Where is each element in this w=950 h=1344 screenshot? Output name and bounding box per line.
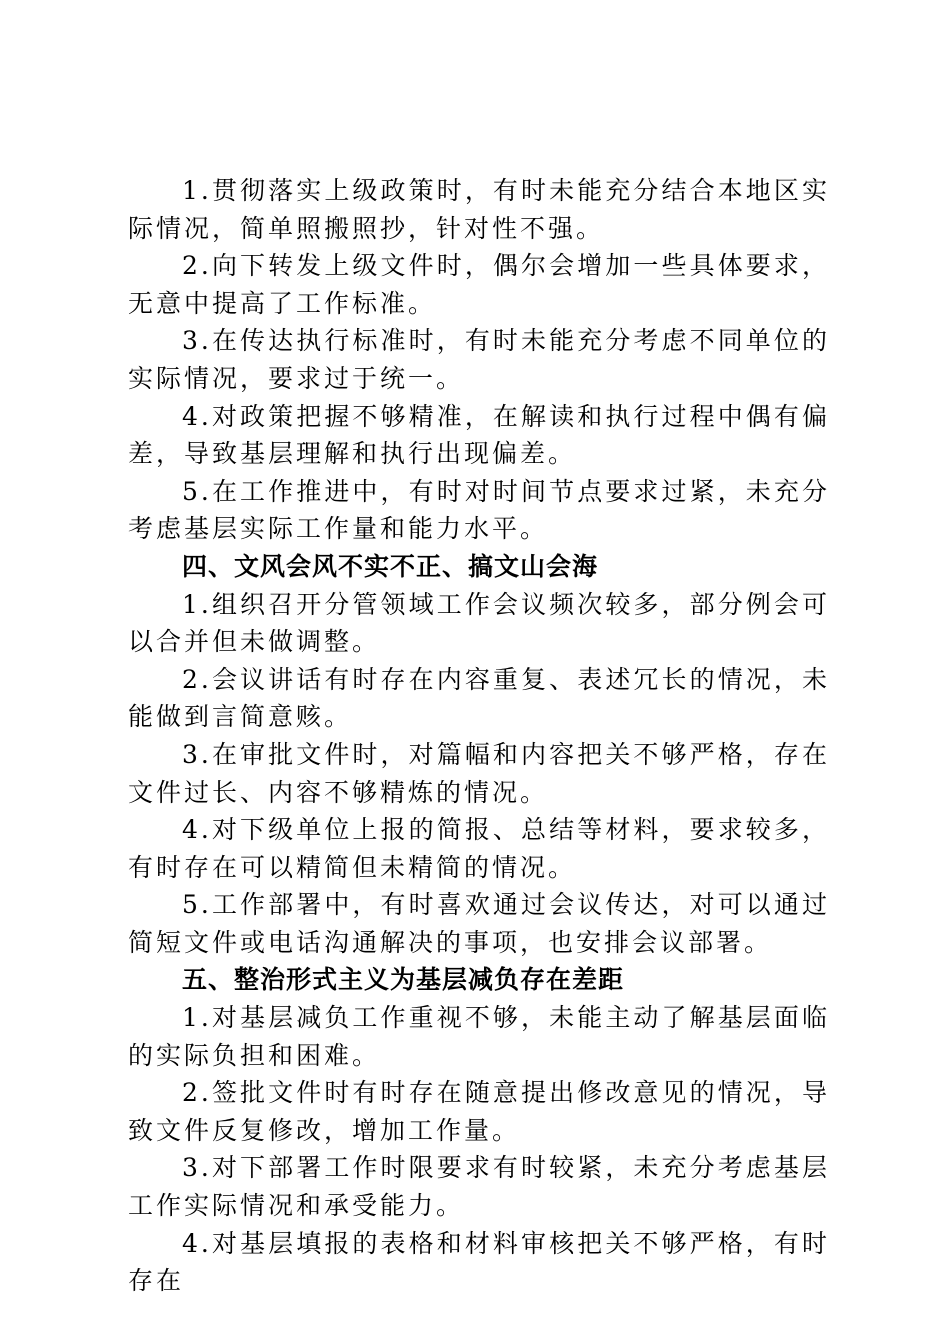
list-item: 1.贯彻落实上级政策时，有时未能充分结合本地区实际情况，简单照搬照抄，针对性不强。 xyxy=(128,176,830,243)
list-item: 2.向下转发上级文件时，偶尔会增加一些具体要求，无意中提高了工作标准。 xyxy=(128,251,830,318)
document-body xyxy=(128,172,830,1300)
list-item: 3.在传达执行标准时，有时未能充分考虑不同单位的实际情况，要求过于统一。 xyxy=(128,326,830,393)
section-heading: 四、文风会风不实不正、搞文山会海 xyxy=(182,551,599,581)
list-item: 2.签批文件时有时存在随意提出修改意见的情况，导致文件反复修改，增加工作量。 xyxy=(128,1078,830,1145)
list-item: 1.对基层减负工作重视不够，未能主动了解基层面临的实际负担和困难。 xyxy=(128,1003,830,1070)
list-item: 5.工作部署中，有时喜欢通过会议传达，对可以通过简短文件或电话沟通解决的事项，也安排会议部署。 xyxy=(128,890,830,957)
list-item: 4.对基层填报的表格和材料审核把关不够严格，有时存在 xyxy=(128,1228,830,1296)
list-item: 3.在审批文件时，对篇幅和内容把关不够严格，存在文件过长、内容不够精炼的情况。 xyxy=(128,739,830,807)
list-item: 1.组织召开分管领域工作会议频次较多，部分例会可以合并但未做调整。 xyxy=(128,589,830,657)
list-item: 4.对政策把握不够精准，在解读和执行过程中偶有偏差，导致基层理解和执行出现偏差。 xyxy=(128,401,830,469)
list-item: 5.在工作推进中，有时对时间节点要求过紧，未充分考虑基层实际工作量和能力水平。 xyxy=(128,476,830,544)
list-item: 2.会议讲话有时存在内容重复、表述冗长的情况，未能做到言简意赅。 xyxy=(128,664,830,732)
list-item: 3.对下部署工作时限要求有时较紧，未充分考虑基层工作实际情况和承受能力。 xyxy=(128,1153,830,1221)
list-item: 4.对下级单位上报的简报、总结等材料，要求较多，有时存在可以精简但未精简的情况。 xyxy=(128,815,830,882)
section-heading: 五、整治形式主义为基层减负存在差距 xyxy=(182,965,625,995)
